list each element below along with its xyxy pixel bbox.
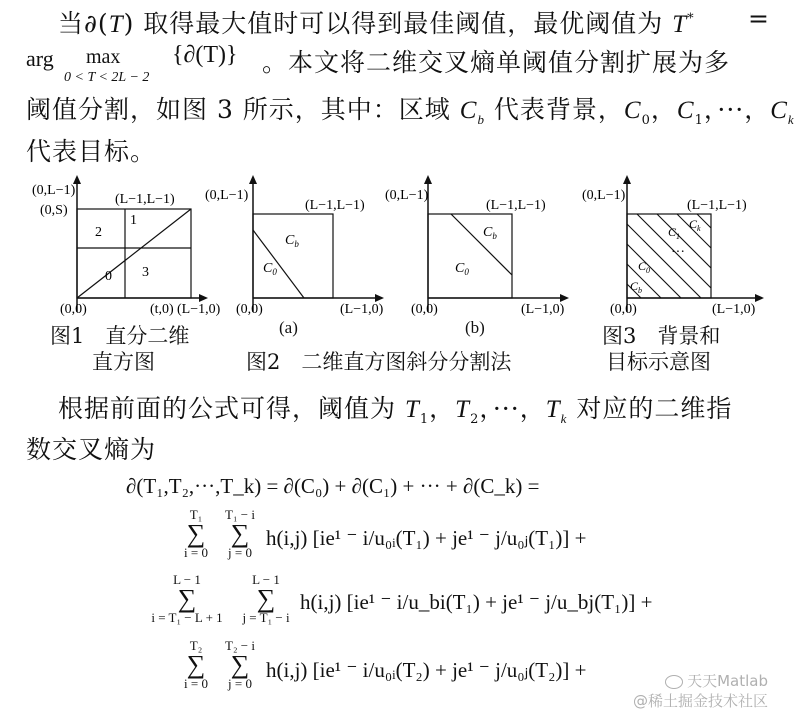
eq-r1-body: h(i,j) [ie¹ ⁻ i/u₀ᵢ(T₁) + je¹ ⁻ j/u₀ⱼ(T₁)] + [266,526,587,550]
sigma: ∑ [256,584,276,613]
sum-top: L − 1 [252,572,280,587]
para1-line1 [58,4,793,40]
label-top-right: (L−1,L−1) [305,198,365,213]
sub: 1 [419,412,430,427]
max: max [86,46,121,68]
equals: = [748,4,770,33]
sigma: ∑ [177,584,197,613]
eq-r3-sum1 [176,638,216,692]
fig2a-label: (a) [279,318,298,337]
var-T: T [545,396,561,423]
fig3-caption-line1: 图3 背景和 [602,324,721,348]
sum-bottom: i = 0 [184,676,208,691]
region-1: 1 [130,213,137,228]
fig1-caption-line2: 直方图 [92,350,155,374]
max-range: 0 < T < 2L − 2 [64,70,150,85]
label-origin: (0,0) [60,302,87,317]
eq-r2-sum2 [232,572,300,626]
label-cb: $C_b$ [483,225,497,241]
x-arrow [755,294,764,302]
label-c1: $C_1$ [668,225,681,241]
sub: b [477,112,485,127]
sub: k [560,411,568,426]
text: 代表目标。 [26,137,157,166]
watermark-line2: @稀土掘金技术社区 [632,692,768,710]
sub: k [787,112,795,127]
fig1-caption-line1: 图1 直分二维 [50,324,190,348]
text: 根据前面的公式可得，阈值为 [58,394,397,423]
var-C: C [676,97,695,124]
label-bottom-right: (L−1,0) [340,302,384,317]
label-origin: (0,0) [411,302,438,317]
wechat-icon [665,675,683,689]
sum-top: T₁ [189,507,203,522]
eq-r1-sum2 [216,507,264,561]
sigma: ∑ [186,650,206,679]
eq-r3-sum2 [216,638,264,692]
text: 对应的二维指 [576,394,733,423]
arg: arg [26,46,54,71]
para1-brace [172,42,238,69]
label-bottom-right: (L−1,0) [521,302,565,317]
dots: ，···， [703,95,771,124]
label-bottom-right: (L−1,0) [177,302,221,317]
label-c0: $C_0$ [455,261,469,277]
figure-2a [200,172,385,322]
text: 代表背景， [493,95,624,124]
label-bottom-t: (t,0) [150,302,174,317]
figure-3 [572,172,772,322]
sum-bottom: j = 0 [228,676,252,691]
fig2b-label: (b) [465,318,485,337]
var-T-star: T [672,11,688,38]
x-arrow [560,294,569,302]
sum-bottom: i = 0 [184,545,208,560]
text: ) 取得最大值时可以得到最佳阈值，最优阈值为 [123,9,664,38]
var-T: T [108,11,124,38]
sum-top: L − 1 [173,572,201,587]
eq-r3-body: h(i,j) [ie¹ ⁻ i/u₀ᵢ(T₂) + je¹ ⁻ j/u₀ⱼ(T₂)] + [266,658,587,682]
label-top-left: (0,L−1) [205,188,249,203]
var-C: C [770,97,788,124]
y-arrow [249,175,257,184]
figure-2b [383,172,578,322]
var-C: C [459,97,478,124]
sum-bottom: i = T₁ − L + 1 [151,610,223,625]
region-3: 3 [142,265,149,280]
label-cb: $C_b$ [285,233,299,249]
para2-line2 [26,430,156,466]
label-cb: $C_b$ [630,279,643,295]
region-2: 2 [95,225,102,240]
label-ck: $C_k$ [689,217,701,233]
var-C: C [623,97,642,124]
label-dots: ··· [671,245,685,260]
eq-r2-sum1 [142,572,232,626]
sub: 2 [470,412,480,427]
label-top-right: (L−1,L−1) [687,198,747,213]
watermark-text: 天天Matlab [687,672,768,690]
text: 。本文将二维交叉熵单阈值分割扩展为多 [262,48,731,77]
label-origin: (0,0) [610,302,637,317]
dots: ，···， [479,394,546,423]
star: * [687,11,695,27]
para1-line3: 阈值分割，如图 3 所示，其中：区域 $C_b$ 代表背景，$C_0$，$C_1$，···，$C_k$ [26,95,795,128]
sub: 0 [641,113,651,128]
sigma: ∑ [230,650,250,679]
region-0: 0 [105,269,112,284]
y-arrow [424,175,432,184]
sum-top: T₂ − i [225,638,255,653]
max-subscript [64,70,149,86]
sum-bottom: j = 0 [228,545,252,560]
para1-line2-text [262,43,730,79]
para1-line2 [26,46,54,72]
sigma: ∑ [230,519,250,548]
eq-lhs: ∂(T₁,T₂,···,T_k) = ∂(C₀) + ∂(C₁) + ··· + ∂(C_k) = [126,474,540,498]
square [253,214,333,298]
y-arrow [623,175,631,184]
label-top-left: (0,L−1) [32,183,76,198]
text: 当∂( [58,9,109,38]
var-T: T [404,396,420,423]
sum-top: T₂ [189,638,203,653]
sum-bottom: j = T₁ − i [242,610,290,625]
sub: 1 [694,113,704,128]
text: 数交叉熵为 [26,435,157,464]
para2-line1: 根据前面的公式可得，阈值为 $T_1$，$T_2$，···，$T_k$ 对应的二维指 [58,394,733,427]
eq-r2-body: h(i,j) [ie¹ ⁻ i/u_bi(T₁) + je¹ ⁻ j/u_bj(T₁)] + [300,590,653,614]
label-c0: $C_0$ [638,259,651,275]
label-c0: $C_0$ [263,261,277,277]
square [428,214,512,298]
label-top-right: (L−1,L−1) [115,192,175,207]
label-origin: (0,0) [236,302,263,317]
fig2-caption: 图2 二维直方图斜分分割法 [246,350,512,374]
sigma: ∑ [186,519,206,548]
brace-expr: {∂(T)} [172,42,238,68]
label-bottom-right: (L−1,0) [712,302,756,317]
fig3-caption-line2: 目标示意图 [606,350,711,374]
para1-line4 [26,132,156,168]
watermark-line1 [665,670,768,691]
figure-1 [22,172,221,322]
sum-top: T₁ − i [225,507,255,522]
label-top-left: (0,L−1) [385,188,429,203]
text: 阈值分割，如图 3 所示，其中：区域 [26,95,451,124]
var-T: T [455,396,471,423]
max-op [86,46,120,69]
label-left-s: (0,S) [40,203,68,218]
label-top-left: (0,L−1) [582,188,626,203]
eq-r1-sum1 [176,507,216,561]
label-top-right: (L−1,L−1) [486,198,546,213]
